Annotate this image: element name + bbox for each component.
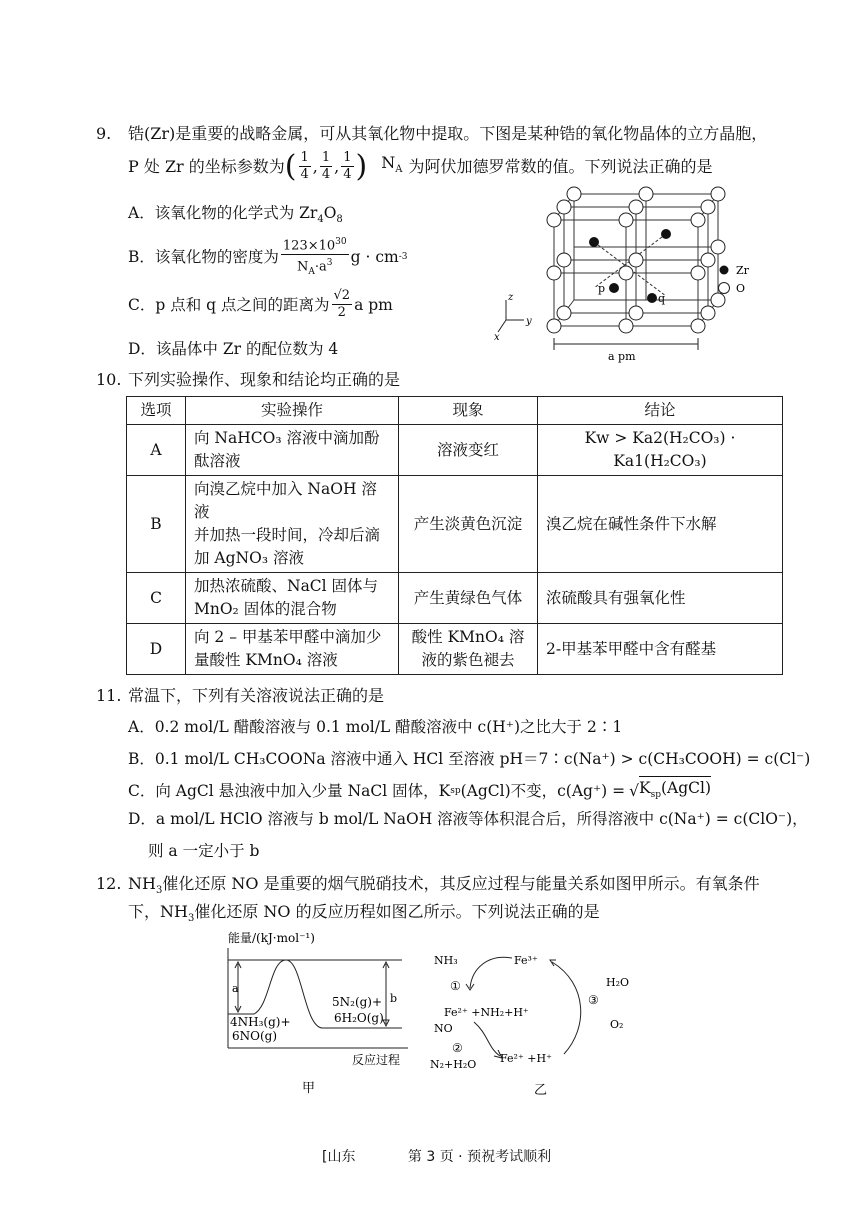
q9-option-c: C．p 点和 q 点之间的距离为 $\frac{√2}{2}$ a pm [128,288,393,320]
row-d-conclusion: 2-甲基苯甲醛中含有醛基 [538,624,783,675]
header-phenomenon: 现象 [399,397,538,425]
q11-option-d-cont: 则 a 一定小于 b [148,842,260,860]
table-header-row [127,397,783,425]
reactant-line2: 6NO(g) [232,1029,278,1043]
q12-stem-line1: $NH_3$催化还原 NO 是重要的烟气脱硝技术，其反应过程与能量关系如图甲所示。有氧条件 [128,874,760,897]
legend-zr: Zr [736,264,749,277]
row-c-key: C [127,573,186,624]
header-conclusion: 结论 [538,397,783,425]
row-a-key: A [127,425,186,476]
header-operation: 实验操作 [186,397,399,425]
row-b-conclusion: 溴乙烷在碱性条件下水解 [538,476,783,573]
label-b: b [390,992,398,1005]
table-row [127,573,783,624]
q9-number: 9. [96,124,112,143]
mech-fe2h: Fe²⁺ +H⁺ [500,1052,552,1065]
q9-option-b: B．该氧化物的密度为 $\frac{123\times 10^{30}}{N_A\cdot a^3}$ g · cm -3 [128,234,407,280]
mech-fe3: Fe³⁺ [514,954,538,967]
q9-stem-line2c: 为阿伏加德罗常数的值。下列说法正确的是 [408,156,713,176]
row-a-conclusion: Kw > Ka2(H₂CO₃) · Ka1(H₂CO₃) [538,425,783,476]
q9-stem-line2: P 处 Zr 的坐标参数为 ( $\frac{1}{4}$ , $\frac{1}{4}$ , $\frac{1}{4}$ ) $N_A$ 为阿伏加德罗常数的值。下列说法正确的是 [128,148,713,184]
row-c-conclusion: 浓硫酸具有强氧化性 [538,573,783,624]
table-row [127,425,783,476]
table-row [127,476,783,573]
label-q: q [658,292,666,305]
mech-no: NO [434,1022,453,1035]
q9-stem-line2a: P 处 Zr 的坐标参数为 [128,156,285,176]
row-d-phenomenon: 酸性 KMnO₄ 溶 液的紫色褪去 [399,624,538,675]
energy-ylabel: 能量/(kJ·mol⁻¹) [228,931,315,945]
mech-step1: ① [450,979,461,993]
axis-z: z [508,292,514,303]
q12-stem-line2: 下，$NH_3$催化还原 NO 的反应历程如图乙所示。下列说法正确的是 [128,902,600,925]
q9-option-d: D．该晶体中 Zr 的配位数为 4 [128,340,339,358]
q11-option-c: C．向 AgCl 悬浊液中加入少量 NaCl 固体，K sp (AgCl)不变，c(Ag⁺) = √ $K_{sp}(AgCl)$ [128,776,711,806]
mech-step3: ③ [588,993,599,1007]
row-a-phenomenon: 溶液变红 [399,425,538,476]
row-b-operation: 向溴乙烷中加入 NaOH 溶液 并加热一段时间，冷却后滴 加 AgNO₃ 溶液 [186,476,399,573]
q11-option-d: D．a mol/L HClO 溶液与 b mol/L NaOH 溶液等体积混合后，所得溶液中 c(Na⁺) = c(ClO⁻)， [128,810,808,828]
table-row [127,624,783,675]
figure-yi-caption: 乙 [534,1083,548,1098]
q9-paren-close: ) [355,148,368,184]
q9-stem-line1: 锆(Zr)是重要的战略金属，可从其氧化物中提取。下图是某种锆的氧化物晶体的立方晶胞， [128,124,768,143]
mech-n2h2o: N₂+H₂O [430,1058,477,1071]
crystal-cell-diagram [488,176,760,368]
q11-option-b: B．0.1 mol/L CH₃COONa 溶液中通入 HCl 至溶液 pH＝7∶c(Na⁺) > c(CH₃COOH) = c(Cl⁻) [128,750,811,768]
mech-o2: O₂ [610,1018,624,1031]
row-b-phenomenon: 产生淡黄色沉淀 [399,476,538,573]
row-d-key: D [127,624,186,675]
mech-h2o: H₂O [606,976,630,989]
dimension-label: a pm [608,350,636,363]
q9-coord-frac3: $\frac{1}{4}$ [343,150,352,182]
energy-xlabel: 反应过程 [352,1053,401,1067]
label-p: p [598,282,606,295]
figure-jia-caption: 甲 [302,1081,316,1096]
footer-left: [山东 [322,1149,356,1165]
q9-density-frac: $\frac{123\times 10^{30}}{N_A\cdot a^3}$ [281,234,349,280]
q11-stem: 常温下，下列有关溶液说法正确的是 [128,686,385,705]
label-a: a [232,982,239,995]
mechanism-diagram [428,944,648,1100]
q9-paren-open: ( [284,148,297,184]
q9-option-a: A．该氧化物的化学式为 $Zr_4O_8$ [128,204,343,226]
product-line1: 5N₂(g)+ [332,995,383,1009]
experiment-table [126,396,783,675]
mech-step2: ② [452,1041,463,1055]
axis-x: x [494,332,500,343]
product-line2: 6H₂O(g) [334,1011,384,1025]
row-c-operation: 加热浓硫酸、NaCl 固体与 MnO₂ 固体的混合物 [186,573,399,624]
mech-mid: Fe²⁺ +NH₂+H⁺ [444,1006,529,1019]
q11-number: 11. [96,686,122,705]
reactant-line1: 4NH₃(g)+ [230,1015,291,1029]
q9-na: $N_A$ [381,152,403,176]
energy-diagram [212,926,418,1098]
q9-coord-frac1: $\frac{1}{4}$ [300,150,309,182]
header-option: 选项 [127,397,186,425]
q12-number: 12. [96,874,122,893]
row-b-key: B [127,476,186,573]
q10-number: 10. [96,370,122,389]
q11-option-a: A．0.2 mol/L 醋酸溶液与 0.1 mol/L 醋酸溶液中 c(H⁺)之比大于 2∶1 [128,718,623,736]
axis-y: y [526,316,532,327]
page-footer [322,1146,551,1166]
q9-coord-frac2: $\frac{1}{4}$ [321,150,331,182]
row-c-phenomenon: 产生黄绿色气体 [399,573,538,624]
legend-o: O [736,282,746,295]
q9-distance-frac: $\frac{√2}{2}$ [333,288,351,320]
row-d-operation: 向 2 – 甲基苯甲醛中滴加少 量酸性 KMnO₄ 溶液 [186,624,399,675]
mech-nh3: NH₃ [434,954,458,967]
row-a-operation: 向 NaHCO₃ 溶液中滴加酚 酞溶液 [186,425,399,476]
footer-page: 第 3 页 · 预祝考试顺利 [407,1149,552,1165]
q10-stem: 下列实验操作、现象和结论均正确的是 [128,370,401,389]
